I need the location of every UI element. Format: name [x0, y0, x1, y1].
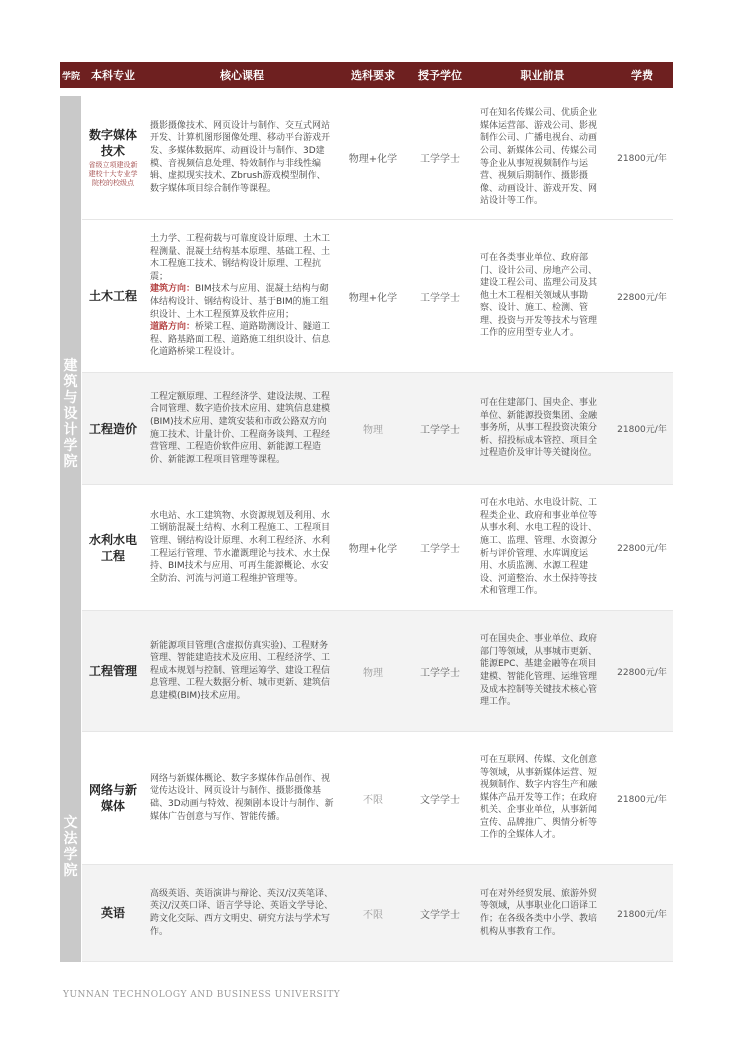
- table-row: [82, 373, 673, 485]
- core-courses: 土力学、工程荷载与可靠度设计原理、土木工程测量、混凝土结构基本原理、基础工程、土木工程施工技术、钢结构设计原理、工程抗震； 建筑方向：BIM技术与应用、混凝土结构与砌体结构设计、钢结构设计、基于BIM的施工组织设计、土木工程预算及软件应用； 道路方向：桥梁工程、道路勘测设计、隧道工程、路基路面工程、道路施工组织设计、信息化道路桥梁工程设计。: [150, 234, 331, 358]
- subject-requirement: 物理+化学: [348, 292, 398, 304]
- career-prospects: 可在住建部门、国央企、事业单位、新能源投资集团、金融事务所，从事工程投资决策分析、招投标成本管控、项目全过程造价及审计等关键岗位。: [480, 398, 598, 459]
- degree: 工学学士: [420, 425, 460, 436]
- degree: 工学学士: [420, 667, 460, 679]
- degree: 文学学士: [420, 909, 460, 921]
- table-header: [60, 62, 673, 88]
- major-name: 水利水电工程: [88, 532, 137, 563]
- degree: 工学学士: [420, 154, 460, 165]
- major-name: 工程造价: [88, 421, 137, 436]
- core-courses: 水电站、水工建筑物、水资源规划及利用、水工钢筋混凝土结构、水利工程施工、工程项目管理、钢结构设计原理、水利工程经济、水利工程运行管理、节水灌溉理论与技术、水土保持、BIM技术与应用、可再生能源概论、水安全防治、河流与河道工程维护管理等。: [150, 510, 331, 584]
- college-label: 建筑与设计学院: [60, 96, 82, 732]
- major-name: 土木工程: [88, 289, 137, 303]
- career-prospects: 可在水电站、水电设计院、工程类企业、政府和事业单位等从事水利、水电工程的设计、施工、监理、管理、水资源分析与评价管理、水库调度运用、水质监测、水源工程建设、河道整治、水土保持等技术和管理工作。: [480, 498, 598, 597]
- degree: 工学学士: [420, 292, 460, 304]
- core-courses: 工程定额原理、工程经济学、建设法规、工程合同管理、数字造价技术应用、建筑信息建模(BIM)技术应用、建筑安装和市政公路双方向施工技术、计量计价、工程商务谈判、工程经营管理、工程造价软件应用、新能源工程造价、新能源工程项目管理等课程。: [150, 391, 331, 465]
- career-prospects: 可在对外经贸发展、旅游外贸等领域，从事职业化口语译工作；在各级各类中小学、教培机构从事教育工作。: [480, 888, 598, 937]
- college-liberal-arts-law: [60, 732, 673, 962]
- header-degree: 授予学位: [418, 69, 462, 82]
- subject-requirement: 物理+化学: [348, 154, 398, 165]
- subject-requirement: 不限: [363, 909, 383, 921]
- major-name: 网络与新媒体: [88, 783, 137, 813]
- header-career: 职业前景: [520, 69, 565, 82]
- table-row: [82, 865, 673, 962]
- college-architecture-design: [60, 96, 673, 732]
- header-subjects: 选科要求: [351, 69, 395, 82]
- subject-requirement: 不限: [363, 794, 383, 806]
- degree: 文学学士: [420, 794, 460, 806]
- subject-requirement: 物理+化学: [348, 544, 398, 555]
- header-college: 学院: [61, 71, 80, 82]
- tuition-fee: 22800元/年: [617, 544, 667, 554]
- direction-label: 建筑方向：: [150, 284, 196, 295]
- core-courses: 摄影摄像技术、网页设计与制作、交互式网站开发、计算机图形图像处理、移动平台游戏开发、多媒体数据库、动画设计与制作、3D建模、音视频信息处理、特效制作与非线性编辑、虚拟现实技术、Zbrush游戏模型制作、数字媒体项目综合制作等课程。: [150, 120, 331, 194]
- header-courses: 核心课程: [220, 69, 264, 82]
- subject-requirement: 物理: [363, 667, 383, 679]
- direction-label: 道路方向：: [150, 322, 196, 333]
- table-row: [82, 220, 673, 373]
- tuition-fee: 21800元/年: [617, 909, 667, 920]
- tuition-fee: 22800元/年: [617, 292, 667, 303]
- programs-table: [60, 62, 673, 962]
- tuition-fee: 22800元/年: [617, 667, 667, 678]
- career-prospects: 可在知名传媒公司、优质企业媒体运营部、游戏公司、影视制作公司、广播电视台、动画公司、新媒体公司、传媒公司等企业从事短视频制作与运营、视频后期制作、摄影摄像、动画设计、游戏开发、网站设计等工作。: [480, 108, 598, 207]
- career-prospects: 可在互联网、传媒、文化创意等领域，从事新媒体运营、短视频制作、数字内容生产和融媒体产品开发等工作；在政府机关、企事业单位，从事新闻宣传、品牌推广、舆情分析等工作的全媒体人才。: [480, 754, 598, 841]
- major-name: 英语: [100, 906, 125, 920]
- tuition-fee: 21800元/年: [617, 425, 667, 435]
- table-row: [82, 611, 673, 732]
- core-courses: 新能源项目管理(含虚拟仿真实验)、工程财务管理、智能建造技术及应用、工程经济学、工程成本规划与控制、管理运筹学、建设工程信息管理、工程大数据分析、城市更新、建筑信息建模(BIM)技术应用。: [150, 640, 331, 701]
- tuition-fee: 21800元/年: [617, 154, 667, 164]
- subject-requirement: 物理: [363, 425, 383, 436]
- table-row: [82, 96, 673, 220]
- header-major: 本科专业: [91, 69, 135, 82]
- table-row: [82, 485, 673, 611]
- career-prospects: 可在各类事业单位、政府部门、设计公司、房地产公司、建设工程公司、监理公司及其他土木工程相关领域从事勘察、设计、施工、检测、管理、投资与开发等技术与管理工作的应用型专业人才。: [480, 252, 598, 339]
- college-label: 文法学院: [60, 732, 82, 962]
- career-prospects: 可在国央企、事业单位、政府部门等领域，从事城市更新、能源EPC、基建金融等在项目建模、智能化管理、运维管理及成本控制等关键技术核心管理工作。: [480, 634, 598, 708]
- footer-university-name: YUNNAN TECHNOLOGY AND BUSINESS UNIVERSITY: [63, 990, 341, 1000]
- major-name: 数字媒体技术 省级立项建设新建校十大专业学院校的校级点: [82, 127, 144, 188]
- table-row: [82, 732, 673, 865]
- degree: 工学学士: [420, 544, 460, 555]
- header-fee: 学费: [631, 69, 653, 82]
- core-courses: 高级英语、英语演讲与辩论、英汉/汉英笔译、英汉/汉英口译、语言学导论、英语文学导论、跨文化交际、西方文明史、研究方法与学术写作。: [150, 888, 334, 937]
- major-note: 省级立项建设新建校十大专业学院校的校级点: [88, 161, 138, 187]
- tuition-fee: 21800元/年: [617, 794, 667, 805]
- major-name: 工程管理: [88, 664, 137, 678]
- core-courses: 网络与新媒体概论、数字多媒体作品创作、视觉传达设计、网页设计与制作、摄影摄像基础、3D动画与特效、视频剧本设计与制作、新媒体广告创意与写作、智能传播。: [150, 773, 334, 822]
